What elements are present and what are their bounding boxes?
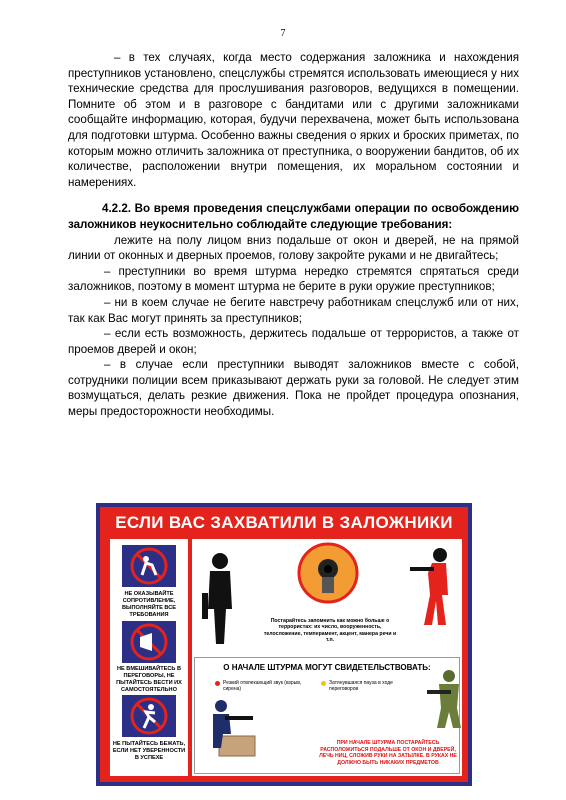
- list-item: лежите на полу лицом вниз подальше от окон и дверей, не на прямой линии от оконных и дверных проемов, голову закройте руками и не двигайтесь;: [68, 233, 519, 263]
- poster-main-panel: [192, 539, 462, 776]
- sign-label: НЕ ВМЕШИВАЙТЕСЬ В ПЕРЕГОВОРЫ, НЕ ПЫТАЙТЕСЬ ВЕСТИ ИХ САМОСТОЯТЕЛЬНО: [116, 666, 182, 693]
- terrorist-figure-left: [198, 549, 238, 649]
- storm-sign-text: Резкий отвлекающий звук (взрыв, сирена): [223, 680, 302, 692]
- gun-pointed-icon: [296, 541, 360, 605]
- storm-sign-item: [215, 680, 311, 692]
- hostage-poster: [96, 503, 472, 786]
- warning-signs-column: [110, 539, 188, 776]
- special-forces-figure: [201, 698, 257, 758]
- section-heading-4-2-2: 4.2.2. Во время проведения спецслужбами операции по освобождению заложников неукоснительно соблюдайте следующие требования:: [68, 202, 519, 231]
- list-item: – в случае если преступники выводят заложников вместе с собой, сотрудники полиции всем приказывают держать руки за головой. Не следует этим возмущаться, делать резкие движения. Пока не пройдет процедура опознания, меры предосторожности необходимы.: [68, 358, 519, 419]
- terrorist-gunman-figure: [406, 545, 462, 629]
- sign-label: НЕ ОКАЗЫВАЙТЕ СОПРОТИВЛЕНИЕ, ВЫПОЛНЯЙТЕ ВСЕ ТРЕБОВАНИЯ: [121, 591, 177, 618]
- poster-title: ЕСЛИ ВАС ЗАХВАТИЛИ В ЗАЛОЖНИКИ: [115, 513, 453, 532]
- soldier-figure-right: [427, 668, 467, 730]
- list-item: – преступники во время штурма нередко стремятся спрятаться среди заложников, поэтому в момент штурма не берите в руки оружие преступников;: [68, 264, 519, 294]
- paragraph-surveillance: – в тех случаях, когда место содержания заложника и нахождения преступников установлено, спецслужбы стремятся использовать имеющиеся у них технические средства для прослушивания разговоров, ведущихся в помещении. Помните об этом и в разговоре с бандитами или с другими заложниками сообщайте информацию, которая, будучи перехвачена, может быть использована для подготовки штурма. Особенно важны сведения о ярких и броских приметах, по которым можно отличить заложника от преступника, о вооружении бандитов, об их количестве, расположении внутри помещения, их моральном состоянии и намерениях.: [68, 51, 519, 189]
- list-item: – ни в коем случае не бегите навстречу работникам спецслужб или от них, так как Вас могут принять за преступников;: [68, 295, 519, 325]
- no-run-icon: [122, 695, 176, 737]
- storm-rule-text: ПРИ НАЧАЛЕ ШТУРМА ПОСТАРАЙТЕСЬ РАСПОЛОЖИТЬСЯ ПОДАЛЬШЕ ОТ ОКОН И ДВЕРЕЙ, ЛЕЧЬ НИЦ, СЛОЖИВ РУКИ НА ЗАТЫЛКЕ. В РУКАХ НЕ ДОЛЖНО БЫТЬ НИКАКИХ ПРЕДМЕТОВ: [319, 740, 457, 766]
- red-bullet-icon: [215, 681, 220, 686]
- poster-red-frame: [100, 507, 468, 782]
- storm-signs-box: [194, 657, 460, 774]
- list-item: – если есть возможность, держитесь подальше от террористов, а также от проемов дверей и окон;: [68, 327, 519, 356]
- storm-sign-text: Затянувшаяся пауза в ходе переговоров: [329, 680, 393, 692]
- yellow-bullet-icon: [321, 681, 326, 686]
- body-text: [68, 50, 519, 420]
- scene-caption: Постарайтесь запомнить как можно больше о террористах: их число, вооруженность, телосложение, темперамент, акцент, манера речи и т.п.: [263, 618, 397, 644]
- page-number: 7: [280, 28, 286, 39]
- storm-sign-item: [321, 680, 407, 692]
- no-negotiate-icon: [122, 621, 176, 663]
- no-resist-icon: [122, 545, 176, 587]
- sign-label: НЕ ПЫТАЙТЕСЬ БЕЖАТЬ, ЕСЛИ НЕТ УВЕРЕННОСТИ В УСПЕХЕ: [112, 741, 186, 761]
- storm-title: О НАЧАЛЕ ШТУРМА МОГУТ СВИДЕТЕЛЬСТВОВАТЬ:: [223, 663, 431, 672]
